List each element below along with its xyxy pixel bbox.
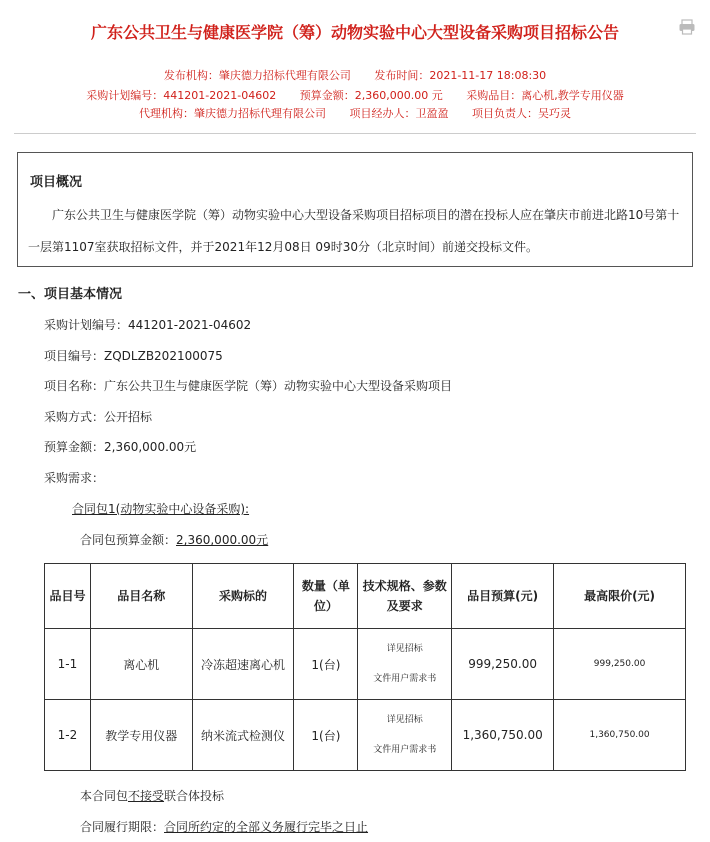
handler: 卫盈盈 bbox=[415, 107, 449, 120]
meta-row-3: 代理机构：肇庆德力招标代理有限公司 项目经办人：卫盈盈 项目负责人：吴巧灵 bbox=[139, 107, 571, 120]
project-name: 项目名称：广东公共卫生与健康医学院（筹）动物实验中心大型设备采购项目 bbox=[44, 379, 453, 393]
table-header-row bbox=[45, 564, 686, 629]
purchase-items: 离心机,教学专用仪器 bbox=[521, 89, 624, 102]
manager: 吴巧灵 bbox=[538, 107, 571, 120]
divider bbox=[14, 133, 696, 134]
page-title: 广东公共卫生与健康医学院（筹）动物实验中心大型设备采购项目招标公告 bbox=[90, 23, 619, 42]
package-title: 合同包1(动物实验中心设备采购): bbox=[72, 502, 250, 516]
col-header: 最高限价(元) bbox=[554, 564, 686, 629]
col-header: 数量（单位） bbox=[294, 564, 358, 629]
project-no: 项目编号：ZQDLZB202100075 bbox=[44, 349, 223, 363]
overview-box bbox=[17, 152, 693, 267]
contract-period: 合同履行期限：合同所约定的全部义务履行完毕之日止 bbox=[80, 820, 369, 834]
demand-label: 采购需求： bbox=[44, 471, 105, 485]
budget-amount: 2,360,000.00 元 bbox=[354, 89, 443, 102]
overview-text: 广东公共卫生与健康医学院（筹）动物实验中心大型设备采购项目招标项目的潜在投标人应在肇庆市前进北路10号第十一层第1107室获取招标文件，并于2021年12月08日 09时30分（北京时间）前递交投标文件。 bbox=[28, 208, 680, 254]
publish-time: 2021-11-17 18:08:30 bbox=[429, 69, 547, 82]
plan-number: 441201-2021-04602 bbox=[163, 89, 277, 102]
col-header: 品目号 bbox=[45, 564, 91, 629]
items-table bbox=[44, 563, 686, 771]
package-budget: 合同包预算金额：2,360,000.00元 bbox=[80, 533, 269, 547]
budget-line: 预算金额：2,360,000.00元 bbox=[44, 440, 197, 454]
section-title: 一、项目基本情况 bbox=[18, 287, 123, 302]
publisher: 肇庆德力招标代理有限公司 bbox=[218, 69, 351, 82]
col-header: 品目名称 bbox=[90, 564, 192, 629]
print-icon[interactable] bbox=[678, 18, 696, 36]
col-header: 技术规格、参数及要求 bbox=[358, 564, 452, 629]
meta-row-1: 发布机构：肇庆德力招标代理有限公司 发布时间：2021-11-17 18:08:30 bbox=[163, 69, 547, 82]
plan-no: 采购计划编号：441201-2021-04602 bbox=[44, 318, 252, 332]
col-header: 采购标的 bbox=[192, 564, 294, 629]
col-header: 品目预算(元) bbox=[452, 564, 554, 629]
table-row: 1-1 离心机 冷冻超速离心机 1(台) 详见招标 文件用户需求书 999,250.00 999,250.00 bbox=[45, 629, 686, 700]
purchase-method: 采购方式：公开招标 bbox=[44, 410, 153, 424]
table-row: 1-2 教学专用仪器 纳米流式检测仪 1(台) 详见招标 文件用户需求书 1,360,750.00 1,360,750.00 bbox=[45, 700, 686, 771]
overview-title: 项目概况 bbox=[30, 175, 83, 190]
agency: 肇庆德力招标代理有限公司 bbox=[194, 107, 326, 120]
meta-row-2: 采购计划编号：441201-2021-04602 预算金额：2,360,000.00 元 采购品目：离心机,教学专用仪器 bbox=[86, 89, 624, 102]
joint-bid-note: 本合同包不接受联合体投标 bbox=[80, 789, 225, 803]
